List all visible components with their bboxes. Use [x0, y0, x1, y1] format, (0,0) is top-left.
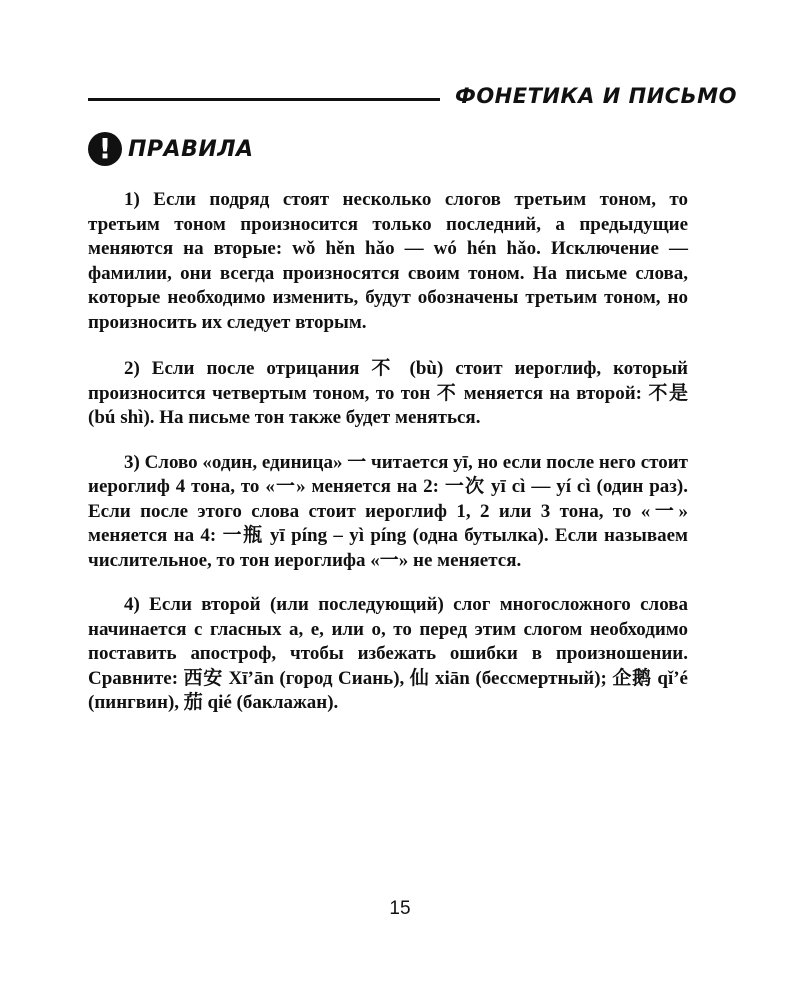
rule-paragraph-4: 4) Если второй (или последующий) слог многосложного слова начинается с гласных a, e, или o, то перед этим слогом необходимо поставить апостроф, чтобы избежать ошибки в произношении. Сравните: 西安 Xī’ān (город Сиань), 仙 xiān (бессмертный); 企鹅 qǐ’é (пингвин), 茄 qié (баклажан). — [88, 594, 688, 713]
section-title: ФОНЕТИКА И ПИСЬМО — [455, 84, 737, 108]
page-number: 15 — [389, 898, 411, 919]
rule-paragraph-1: 1) Если подряд стоят несколько слогов третьим тоном, то третьим тоном произносится только последний, а предыдущие меняются на вторые: wǒ hěn hǎo — wó hén hǎo. Исключение — фамилии, они всегда произносятся своим тоном. На письме слова, которые необходимо изменить, будут обозначены третьим тоном, но произносить их следует вторым. — [88, 189, 688, 333]
exclamation-circle-icon: ! — [88, 132, 122, 166]
header-rule-line — [88, 98, 440, 101]
rules-title: ПРАВИЛА — [128, 136, 254, 162]
rules-content — [88, 188, 688, 736]
rules-heading — [88, 132, 254, 166]
rule-paragraph-2: 2) Если после отрицания 不 (bù) стоит иероглиф, который произносится четвертым тоном, то тон 不 меняется на второй: 不是 (bú shì). На письме тон также будет меняться. — [88, 358, 688, 428]
rule-paragraph-3: 3) Слово «один, единица» 一 читается yī, но если после него стоит иероглиф 4 тона, то «一» меняется на 2: 一次 yī cì — yí cì (один раз). Если после этого слова стоит иероглиф 1, 2 или 3 тона, то «一» меняется на 4: 一瓶 yī píng – yì píng (одна бутылка). Если называем числительное, то тон иероглифа «一» не меняется. — [88, 451, 688, 571]
